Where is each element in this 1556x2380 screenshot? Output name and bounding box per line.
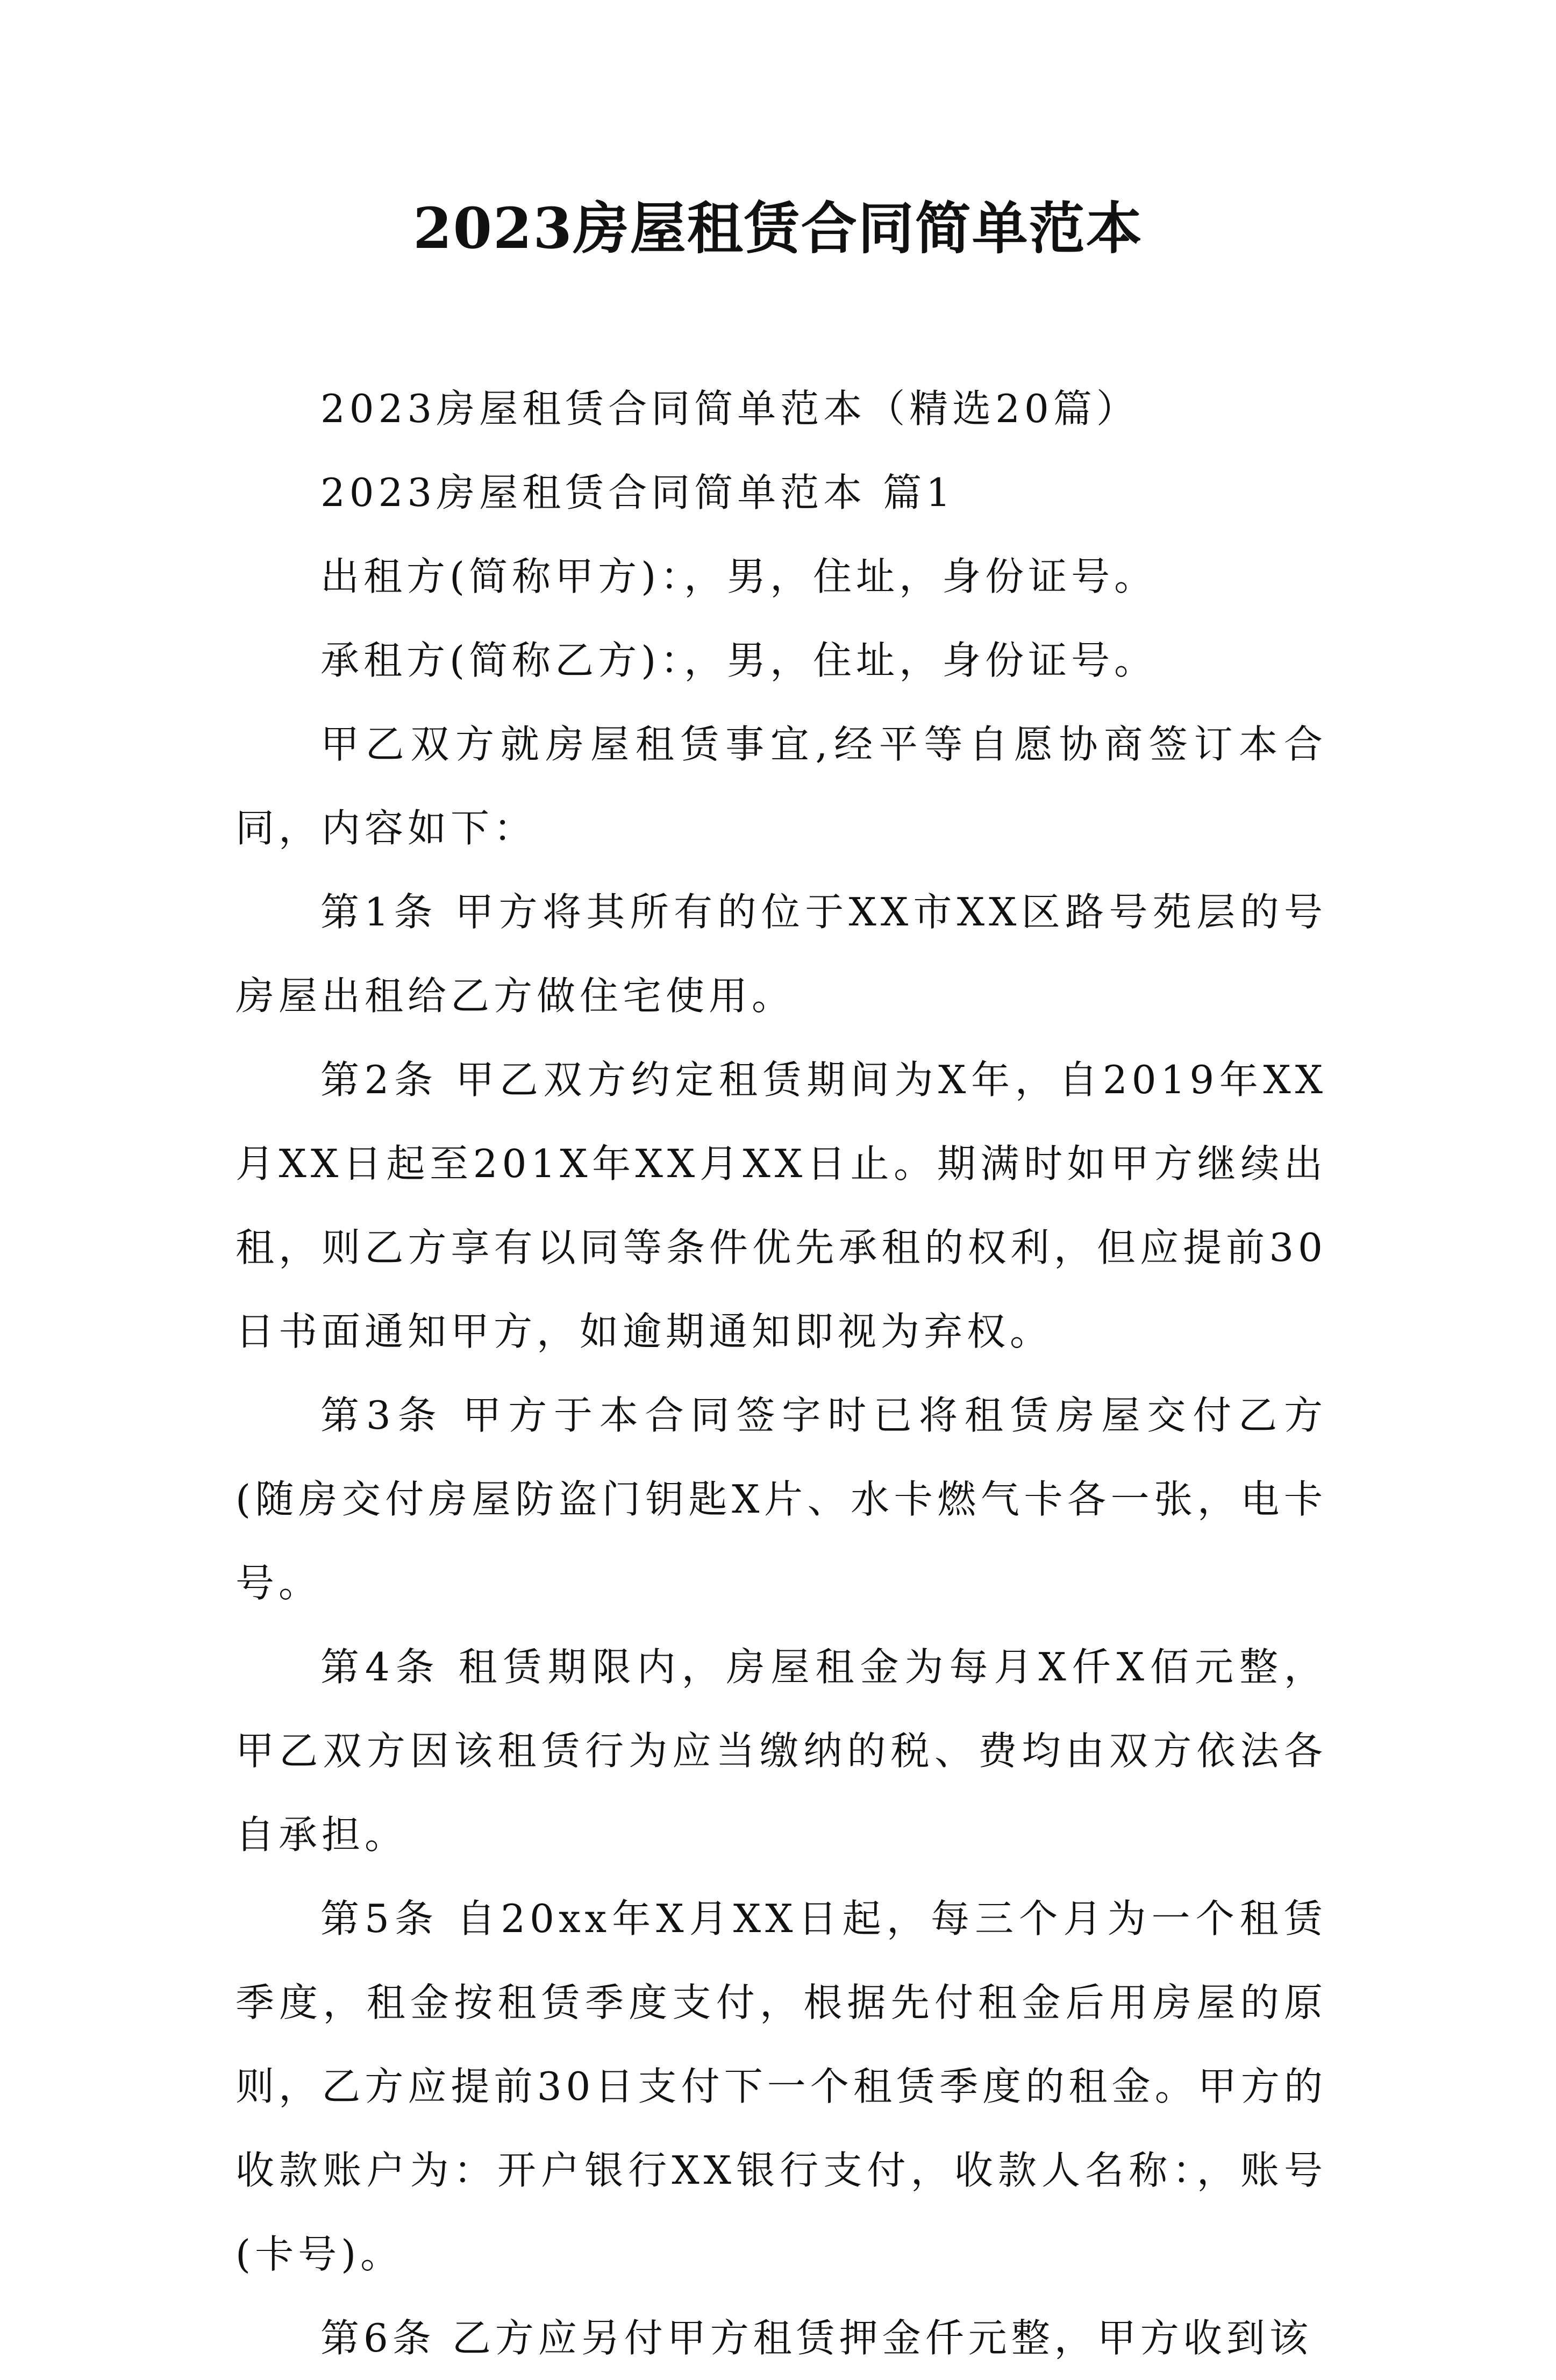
paragraph-article-3: 第3条 甲方于本合同签字时已将租赁房屋交付乙方(随房交付房屋防盗门钥匙X片、水卡燃气卡各一张，电卡号。 xyxy=(235,1393,1327,1606)
paragraph-article-4: 第4条 租赁期限内，房屋租金为每月X仟X佰元整，甲乙双方因该租赁行为应当缴纳的税、费均由双方依法各自承担。 xyxy=(235,1644,1327,1857)
paragraph-subtitle: 2023房屋租赁合同简单范本（精选20篇） xyxy=(320,386,1139,431)
document-title: 2023房屋租赁合同简单范本 xyxy=(413,195,1143,261)
paragraph-lessor: 出租方(简称甲方)：，男，住址，身份证号。 xyxy=(320,554,1158,599)
paragraph-preamble: 甲乙双方就房屋租赁事宜,经平等自愿协商签订本合同，内容如下： xyxy=(235,722,1327,851)
paragraph-section-heading: 2023房屋租赁合同简单范本 篇1 xyxy=(320,470,955,515)
paragraph-article-1: 第1条 甲方将其所有的位于XX市XX区路号苑层的号房屋出租给乙方做住宅使用。 xyxy=(235,889,1327,1018)
paragraph-lessee: 承租方(简称乙方)：，男，住址，身份证号。 xyxy=(320,638,1158,683)
document-body xyxy=(235,367,1327,2380)
paragraph-article-5: 第5条 自20xx年X月XX日起，每三个月为一个租赁季度，租金按租赁季度支付，根据先付租金后用房屋的原则，乙方应提前30日支付下一个租赁季度的租金。甲方的收款账户为：开户银行XX银行支付，收款人名称：，账号(卡号)。 xyxy=(235,1896,1327,2277)
paragraph-article-6: 第6条 乙方应另付甲方租赁押金仟元整，甲方收到该 xyxy=(320,2315,1312,2361)
paragraph-article-2: 第2条 甲乙双方约定租赁期间为X年，自2019年XX月XX日起至201X年XX月XX日止。期满时如甲方继续出租，则乙方享有以同等条件优先承租的权利，但应提前30日书面通知甲方，如逾期通知即视为弃权。 xyxy=(235,1057,1327,1354)
